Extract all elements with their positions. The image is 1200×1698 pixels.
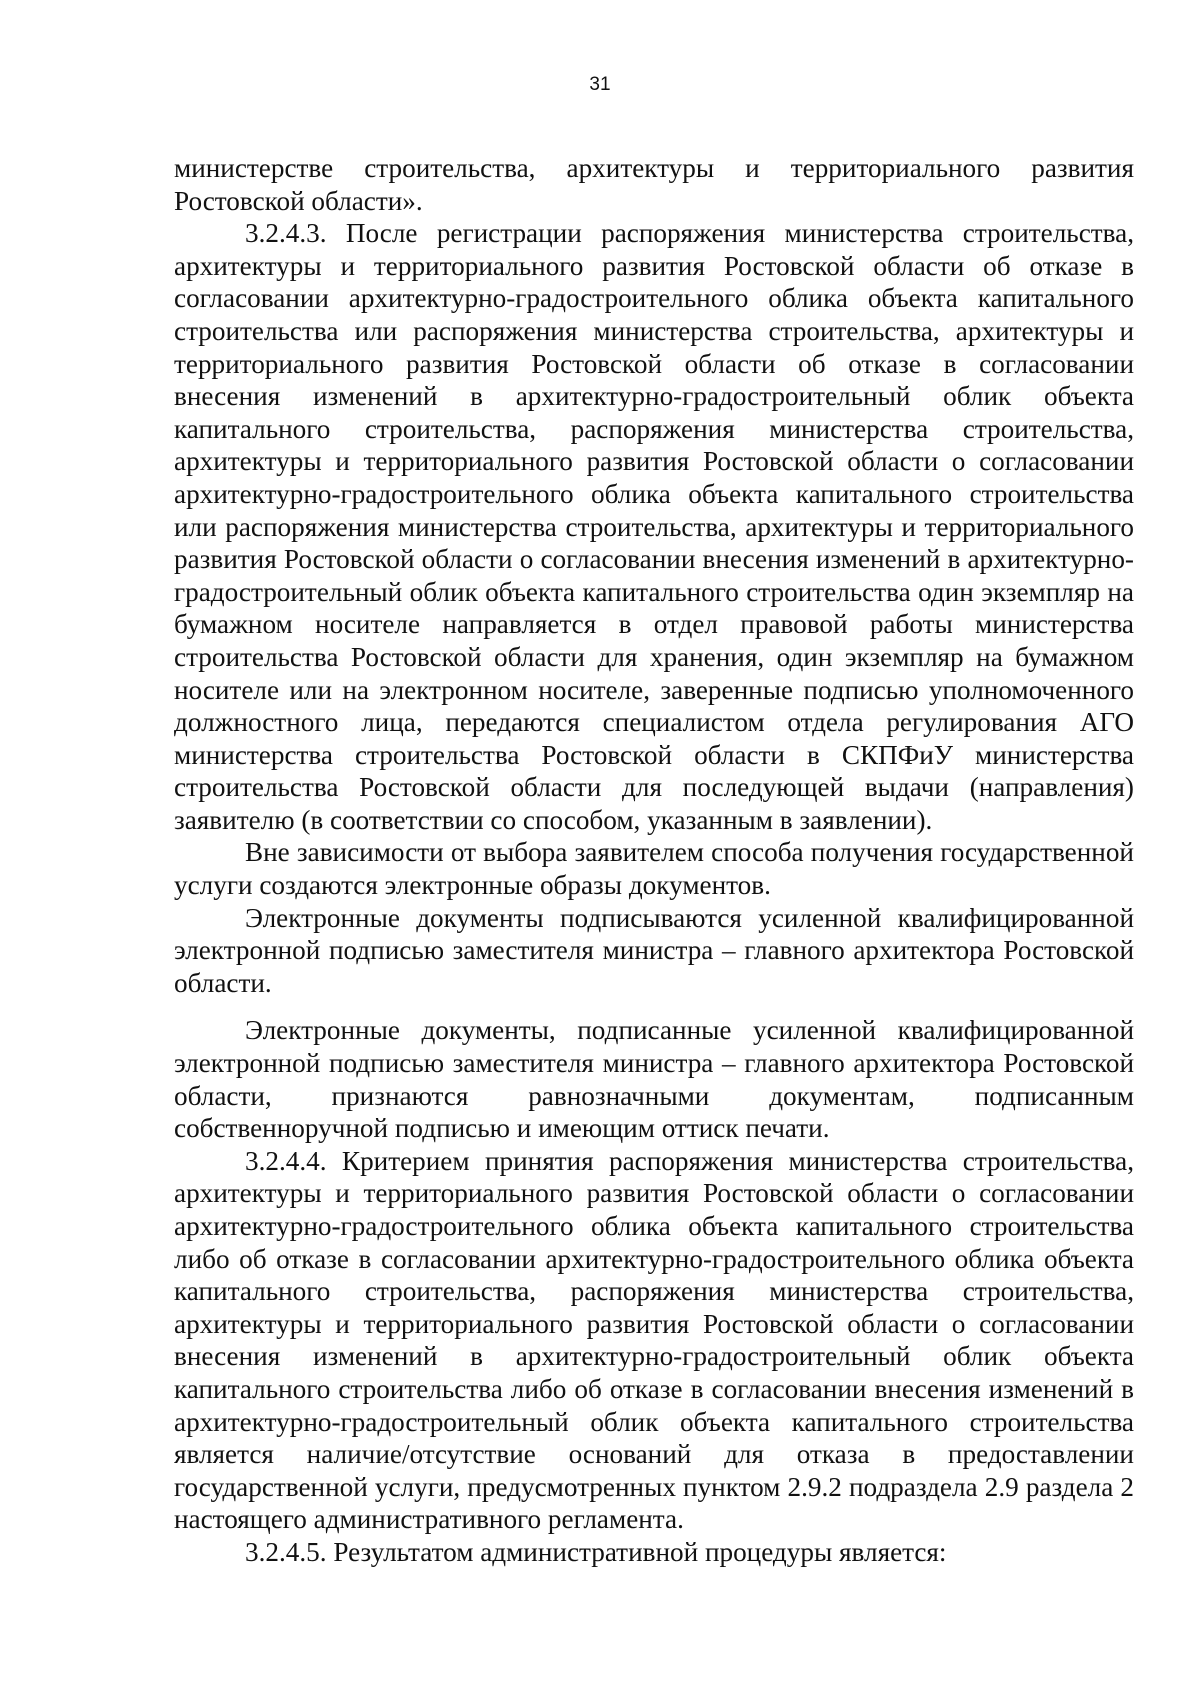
paragraph-electronic-signature: Электронные документы подписываются усиленной квалифицированной электронной подписью заместителя министра – главного архитектора Ростовской области. [174,902,1134,998]
paragraph-3-2-4-5: 3.2.4.5. Результатом административной процедуры является: [245,1536,947,1567]
paragraph-3-2-4-3: 3.2.4.3. После регистрации распоряжения министерства строительства, архитектуры и территориального развития Ростовской области об отказе в согласовании архитектурно-градостроительного облика объекта капитального строительства или распоряжения министерства строительства, архитектуры и территориального развития Ростовской области об отказе в согласовании внесения изменений в архитектурно-градостроительный облик объекта капитального строительства, распоряжения министерства строительства, архитектуры и территориального развития Ростовской области о согласовании архитектурно-градостроительного облика объекта капитального строительства или распоряжения министерства строительства, архитектуры и территориального развития Ростовской области о согласовании внесения изменений в архитектурно-градостроительный облик объекта капитального строительства один экземпляр на бумажном носителе направляется в отдел правовой работы министерства строительства Ростовской области для хранения, один экземпляр на бумажном носителе или на электронном носителе, заверенные подписью уполномоченного должностного лица, передаются специалистом отдела регулирования АГО министерства строительства Ростовской области в СКПФиУ министерства строительства Ростовской области для последующей выдачи (направления) заявителю (в соответствии со способом, указанным в заявлении). [174,218,1134,835]
paragraph-electronic-images: Вне зависимости от выбора заявителем способа получения государственной услуги создаются электронные образы документов. [174,837,1134,901]
paragraph-equivalence: Электронные документы, подписанные усиленной квалифицированной электронной подписью заместителя министра – главного архитектора Ростовской области, признаются равнозначными документам, подписанным собственноручной подписью и имеющим оттиск печати. [174,1015,1134,1144]
document-body [174,152,1134,1569]
paragraph-3-2-4-4: 3.2.4.4. Критерием принятия распоряжения министерства строительства, архитектуры и территориального развития Ростовской области о согласовании архитектурно-градостроительного облика объекта капитального строительства либо об отказе в согласовании архитектурно-градостроительного облика объекта капитального строительства, распоряжения министерства строительства, архитектуры и территориального развития Ростовской области о согласовании внесения изменений в архитектурно-градостроительный облик объекта капитального строительства либо об отказе в согласовании внесения изменений в архитектурно-градостроительный облик объекта капитального строительства является наличие/отсутствие оснований для отказа в предоставлении государственной услуги, предусмотренных пунктом 2.9.2 подраздела 2.9 раздела 2 настоящего административного регламента. [174,1145,1134,1535]
page-number: 31 [589,74,611,95]
paragraph-continuation: министерстве строительства, архитектуры и территориального развития Ростовской области». [174,153,1134,216]
